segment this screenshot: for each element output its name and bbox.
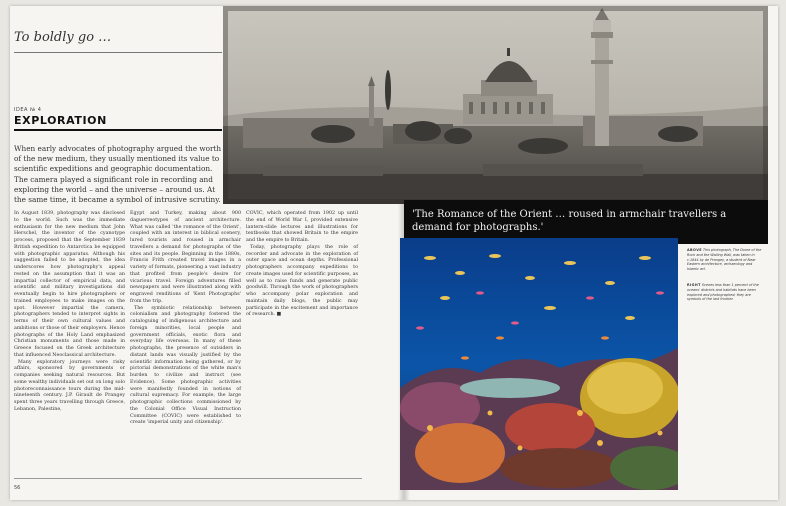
jerusalem-photo-image xyxy=(223,6,768,204)
body-column-2 xyxy=(130,211,241,481)
jerusalem-photo xyxy=(223,6,768,204)
caption-above xyxy=(687,248,765,272)
body-paragraph: Today, photography plays the role of recorder and advocate in the exploration of outer space and ocean depths. Professional photographers accompany expeditions to create images used for scientific purposes, as well as to raise funds and generate public goodwill. Through the work of photographers who accompany polar exploration and maintain daily blogs, the public may participate in the excitement and importance of research. ■ xyxy=(246,244,358,318)
pull-quote: 'The Romance of the Orient … roused in armchair travellers a demand for photographs.' xyxy=(404,200,768,244)
title-rule xyxy=(14,52,222,53)
footer-rule xyxy=(14,478,362,479)
body-column-1 xyxy=(14,211,125,481)
body-paragraph: Egypt and Turkey, making about 900 daguerreotypes of ancient architecture. What was called 'the romance of the Orient', coupled with an interest in biblical scenery, lured tourists and roused in armchair travellers a demand for photographs of the sites and its people. Beginning in the 1880s, Francis Frith created travel images in a variety of formats, pioneering a vast industry that profited from people's desire for vicarious travel. Foreign adventures filled newspapers and were illustrated along with engraved renditions of 'Kent Photographs' from the trip. xyxy=(130,211,241,304)
body-paragraph: In August 1839, photography was disclosed to the world. Such was the immediate enthusiasm for the new medium that John Herschel, the inventor of the cyanotype process, proposed that the September 1839 British expedition to Antarctica be equipped with photographic apparatus. Although his suggestion failed to be adopted, the idea underscores how photography's appeal rested on the assumption that it was an impartial collector of empirical data, and scientific and military investigations did eventually begin to hire photographers or trained employees to make images on the spot. However impartial the camera, photographers tended to interpret sights in terms of their own cultural values and ambitions or those of their employers. Hence photographs of the Holy Land emphasized Christian monuments and those made in Greece focused on the Greek architecture that influenced Neoclassical architecture. xyxy=(14,211,125,358)
heading-rule xyxy=(14,129,222,131)
coral-reef-photo xyxy=(400,238,678,490)
idea-label: IDEA № 4 xyxy=(14,107,42,113)
caption-label: RIGHT xyxy=(687,283,701,287)
body-column-3 xyxy=(246,211,358,381)
caption-label: ABOVE xyxy=(687,248,702,252)
body-paragraph: COVIC, which operated from 1902 up until the end of World War I, provided extensive lantern-slide lectures and illustrations for textbooks that showed Britain to the empire and the empire to Britain. xyxy=(246,211,358,243)
coral-reef-image xyxy=(400,238,678,490)
caption-right xyxy=(687,283,765,302)
body-paragraph: The symbiotic relationship between colonialism and photography fostered the cataloguing of indigenous architecture and foreign minorities, local people and government officials, exotic flora and everyday life overseas. In many of these photographs, the presence of outsiders in distant lands was visually justified by the scientific information being gathered, or by pictorial demonstrations of the white man's burden to civilize and instruct (see Evidence). Some photographic activities were manifestly founded in notions of cultural supremacy. For example, the large photographic collections commissioned by the Colonial Office Visual Instruction Committee (COVIC) were established to create 'imperial unity and citizenship'. xyxy=(130,305,241,426)
body-paragraph: Many exploratory journeys were risky affairs, sponsored by governments or companies seeking natural resources. But some wealthy individuals set out on long solo photoreconnaissance tours during the mid-nineteenth century. J.P. Girault de Prangey spent three years travelling through Greece, Lebanon, Palestine, xyxy=(14,359,125,412)
page-heading: EXPLORATION xyxy=(14,114,107,127)
intro-paragraph: When early advocates of photography argued the worth of the new medium, they usually mentioned its value to scientific expeditions and geographic documentation. The camera played a significant role in recording and exploring the world – and the universe – around us. At the same time, it became a symbol of intrusive scrutiny. xyxy=(14,144,222,205)
caption-text: Scenes less than 1 percent of the oceans' districts and habitats have been explored and photographed; they are symbols of the last frontier. xyxy=(687,283,759,302)
section-title: To boldly go … xyxy=(14,30,112,45)
page-number: 56 xyxy=(14,485,21,491)
caption-text: This photograph, The Dome of the Rock and the Wailing Wall, was taken in c.1844 by de Prangey, a student of Near Eastern architecture, archaeology and Islamic art. xyxy=(687,248,762,272)
